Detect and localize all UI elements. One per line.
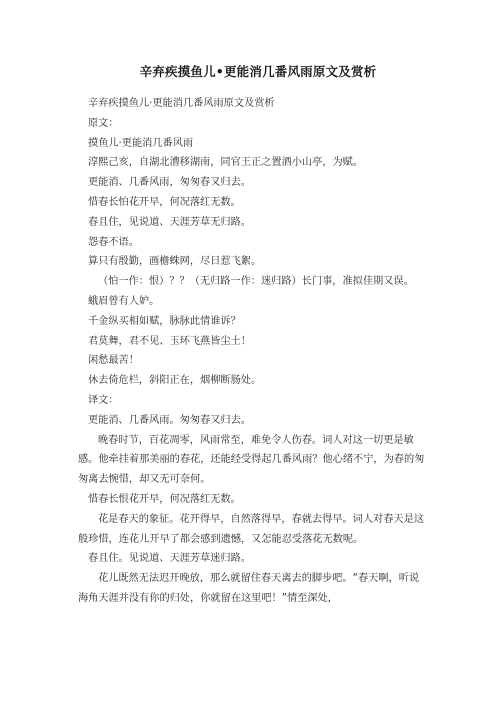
poem-preface: 淳熙己亥，自湖北漕移湖南，同官王正之置酒小山亭，为赋。: [88, 157, 364, 169]
poem-line: 春且住，见说道、天涯芳草无归路。: [88, 216, 251, 228]
document-title: 辛弃疾摸鱼儿•更能消几番风雨原文及赏析: [139, 64, 377, 79]
poem-line: 更能消、几番风雨，匆匆春又归去。: [88, 177, 251, 189]
poem-line: 惜春长怕花开早，何况落红无数。: [88, 196, 241, 208]
translation-heading: 春且住。见说道、天涯芳草迷归路。: [88, 553, 251, 565]
poem-line: 君莫舞，君不见、玉环飞燕皆尘土！: [88, 335, 251, 347]
translation-paragraph: 花是春天的象征。花开得早，自然落得早，春就去得早。词人对春天是这般珍惜，连花儿开早了都会感到遗憾，又怎能忍受落花无数呢。: [78, 513, 424, 545]
translation-heading: 惜春长恨花开早，何况落红无数。: [88, 493, 241, 505]
translation-paragraph: 花儿既然无法迟开晚放，那么就留住春天离去的脚步吧。“春天啊，听说海角天涯并没有你的归处，你就留在这里吧！”情至深处，: [78, 573, 420, 604]
translation-heading: 更能消、几番风雨。匆匆春又归去。: [88, 414, 251, 426]
poem-line: 蛾眉曾有人妒。: [88, 295, 160, 307]
translation-label: 译文：: [88, 394, 119, 406]
poem-line: 算只有殷勤，画檐蛛网，尽日惹飞絮。: [88, 256, 262, 268]
poem-title: 摸鱼儿·更能消几番风雨: [88, 137, 194, 149]
poem-line: 怨春不语。: [88, 236, 139, 248]
subtitle: 辛弃疾摸鱼儿·更能消几番风雨原文及赏析: [88, 98, 275, 109]
poem-line: 休去倚危栏，斜阳正在，烟柳断肠处。: [88, 375, 262, 387]
poem-line: 千金纵买相如赋，脉脉此情谁诉？: [88, 315, 241, 327]
original-label: 原文：: [88, 117, 119, 129]
variant-note: （怕一作：恨）？？（无归路一作：迷归路）长门事，准拟佳期又误。: [98, 276, 414, 288]
poem-line: 闲愁最苦！: [88, 355, 139, 367]
translation-paragraph: 晚春时节，百花凋零，风雨常至，难免令人伤春。词人对这一切更是敏感。他牵挂着那美丽的春花，还能经受得起几番风雨？他心绪不宁，为春的匆匆离去惋惜，却又无可奈何。: [78, 434, 425, 486]
